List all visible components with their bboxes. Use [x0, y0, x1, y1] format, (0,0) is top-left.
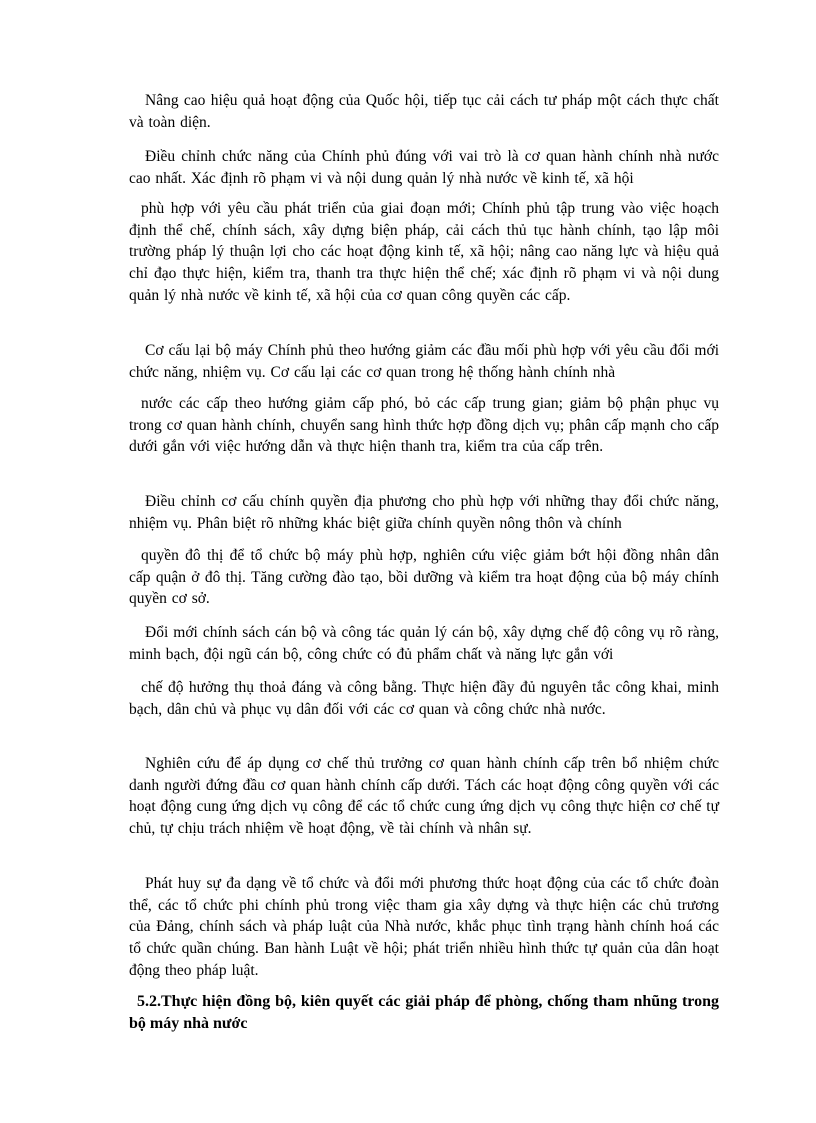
paragraph-government-functions-cont: phù hợp với yêu cầu phát triển của giai đoạn mới; Chính phủ tập trung vào việc hoạch định thể chế, chính sách, xây dựng biện pháp, cải cách thủ tục hành chính, tạo lập môi trường pháp lý thuận lợi cho các hoạt động kinh tế, xã hội; nâng cao năng lực và hiệu quả chỉ đạo thực hiện, kiểm tra, thanh tra thực hiện thể chế; xác định rõ phạm vi và nội dung quản lý nhà nước về kinh tế, xã hội của cơ quan công quyền các cấp.	[129, 200, 719, 304]
paragraph-cadre-policy: Đổi mới chính sách cán bộ và công tác quản lý cán bộ, xây dựng chế độ công vụ rõ ràng, minh bạch, đội ngũ cán bộ, công chức có đủ phẩm chất và năng lực gắn với	[129, 624, 719, 663]
paragraph-administrative-mechanism: Nghiên cứu để áp dụng cơ chế thủ trưởng cơ quan hành chính cấp trên bổ nhiệm chức danh người đứng đầu cơ quan hành chính cấp dưới. Tách các hoạt động công quyền với các hoạt động cung ứng dịch vụ công để các tổ chức cung ứng dịch vụ công thực hiện cơ chế tự chủ, tự chịu trách nhiệm về hoạt động, về tài chính và nhân sự.	[129, 755, 719, 838]
paragraph-restructure-government: Cơ cấu lại bộ máy Chính phủ theo hướng giảm các đầu mối phù hợp với yêu cầu đổi mới chức năng, nhiệm vụ. Cơ cấu lại các cơ quan trong hệ thống hành chính nhà	[129, 342, 719, 381]
paragraph-restructure-government-cont: nước các cấp theo hướng giảm cấp phó, bỏ các cấp trung gian; giảm bộ phận phục vụ trong cơ quan hành chính, chuyển sang hình thức hợp đồng dịch vụ; phân cấp mạnh cho cấp dưới gắn với việc hướng dẫn và thực hiện thanh tra, kiểm tra của cấp trên.	[129, 395, 719, 456]
paragraph-national-assembly: Nâng cao hiệu quả hoạt động của Quốc hội, tiếp tục cải cách tư pháp một cách thực chất và toàn diện.	[129, 92, 719, 131]
paragraph-government-functions: Điều chỉnh chức năng của Chính phủ đúng với vai trò là cơ quan hành chính nhà nước cao nhất. Xác định rõ phạm vi và nội dung quản lý nhà nước về kinh tế, xã hội	[129, 148, 719, 187]
paragraph-local-government: Điều chỉnh cơ cấu chính quyền địa phương cho phù hợp với những thay đổi chức năng, nhiệm vụ. Phân biệt rõ những khác biệt giữa chính quyền nông thôn và chính	[129, 493, 719, 532]
section-heading: 5.2.Thực hiện đồng bộ, kiên quyết các giải pháp để phòng, chống tham nhũng trong bộ máy nhà nước	[129, 993, 719, 1032]
paragraph-social-organizations: Phát huy sự đa dạng về tổ chức và đổi mới phương thức hoạt động của các tổ chức đoàn thể, các tổ chức phi chính phủ trong việc tham gia xây dựng và thực hiện các chủ trương của Đảng, chính sách và pháp luật của Nhà nước, khắc phục tình trạng hành chính hoá các tổ chức quần chúng. Ban hành Luật về hội; phát triển nhiều hình thức tự quản của dân hoạt động theo pháp luật.	[129, 875, 719, 979]
paragraph-local-government-cont: quyền đô thị để tổ chức bộ máy phù hợp, nghiên cứu việc giảm bớt hội đồng nhân dân cấp quận ở đô thị. Tăng cường đào tạo, bồi dưỡng và kiểm tra hoạt động của bộ máy chính quyền cơ sở.	[129, 547, 719, 608]
paragraph-cadre-policy-cont: chế độ hưởng thụ thoả đáng và công bằng. Thực hiện đầy đủ nguyên tắc công khai, minh bạch, dân chủ và phục vụ dân đối với các cơ quan và công chức nhà nước.	[129, 679, 719, 718]
